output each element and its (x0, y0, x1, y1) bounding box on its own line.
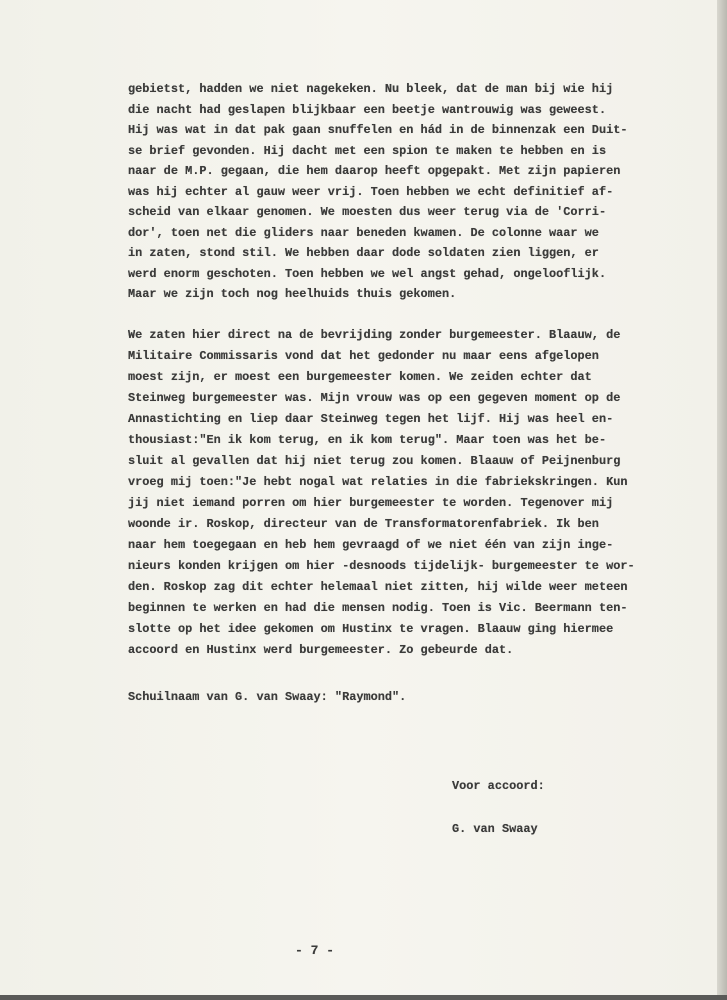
text-line: den. Roskop zag dit echter helemaal niet zitten, hij wilde weer meteen (128, 580, 628, 594)
paragraph-2 (128, 325, 635, 661)
text-line: dor', toen net die gliders naar beneden kwamen. De colonne waar we (128, 225, 599, 240)
text-line: moest zijn, er moest een burgemeester komen. We zeiden echter dat (128, 370, 592, 384)
text-line: werd enorm geschoten. Toen hebben we wel angst gehad, ongelooflijk. (128, 266, 607, 281)
text-line: scheid van elkaar genomen. We moesten dus weer terug via de 'Corri- (128, 205, 607, 219)
text-line: nieurs konden krijgen om hier -desnoods tijdelijk- burgemeester te wor- (128, 559, 635, 573)
text-line: naar de M.P. gegaan, die hem daarop heeft opgepakt. Met zijn papieren (128, 164, 621, 178)
text-line: slotte op het idee gekomen om Hustinx te vragen. Blaauw ging hiermee (128, 622, 614, 636)
text-line: se brief gevonden. Hij dacht met een spion te maken te hebben en is (128, 143, 607, 158)
text-line: Annastichting en liep daar Steinweg tegen het lijf. Hij was heel en- (128, 412, 614, 426)
text-line: Steinweg burgemeester was. Mijn vrouw was op een gegeven moment op de (128, 391, 621, 405)
page-edge-shadow (717, 0, 727, 1000)
text-line: naar hem toegegaan en heb hem gevraagd of we niet één van zijn inge- (128, 538, 614, 552)
text-line: thousiast:"En ik kom terug, en ik kom terug". Maar toen was het be- (128, 433, 607, 447)
text-line: gebietst, hadden we niet nagekeken. Nu bleek, dat de man bij wie hij (128, 82, 614, 96)
text-line: woonde ir. Roskop, directeur van de Transformatorenfabriek. Ik ben (128, 517, 599, 531)
text-line: Maar we zijn toch nog heelhuids thuis gekomen. (128, 287, 457, 301)
page-bottom-edge (0, 995, 727, 1000)
approval-label: Voor accoord: (452, 779, 545, 793)
text-line: was hij echter al gauw weer vrij. Toen hebben we echt definitief af- (128, 184, 614, 199)
text-line: We zaten hier direct na de bevrijding zonder burgemeester. Blaauw, de (128, 328, 621, 342)
alias-note: Schuilnaam van G. van Swaay: "Raymond". (128, 690, 407, 704)
text-line: jij niet iemand porren om hier burgemeester te worden. Tegenover mij (128, 496, 614, 510)
text-line: sluit al gevallen dat hij niet terug zou komen. Blaauw of Peijnenburg (128, 454, 621, 468)
text-line: Militaire Commissaris vond dat het gedonder nu maar eens afgelopen (128, 349, 599, 363)
paragraph-1 (128, 79, 628, 305)
text-line: vroeg mij toen:"Je hebt nogal wat relaties in die fabriekskringen. Kun (128, 475, 628, 489)
text-line: beginnen te werken en had die mensen nodig. Toen is Vic. Beermann ten- (128, 601, 628, 615)
text-line: in zaten, stond stil. We hebben daar dode soldaten zien liggen, er (128, 246, 599, 260)
page-number: - 7 - (295, 943, 335, 958)
text-line: Hij was wat in dat pak gaan snuffelen en hád in de binnenzak een Duit- (128, 123, 628, 137)
signatory-name: G. van Swaay (452, 822, 538, 836)
text-line: die nacht had geslapen blijkbaar een beetje wantrouwig was geweest. (128, 102, 607, 117)
text-line: accoord en Hustinx werd burgemeester. Zo gebeurde dat. (128, 643, 514, 657)
